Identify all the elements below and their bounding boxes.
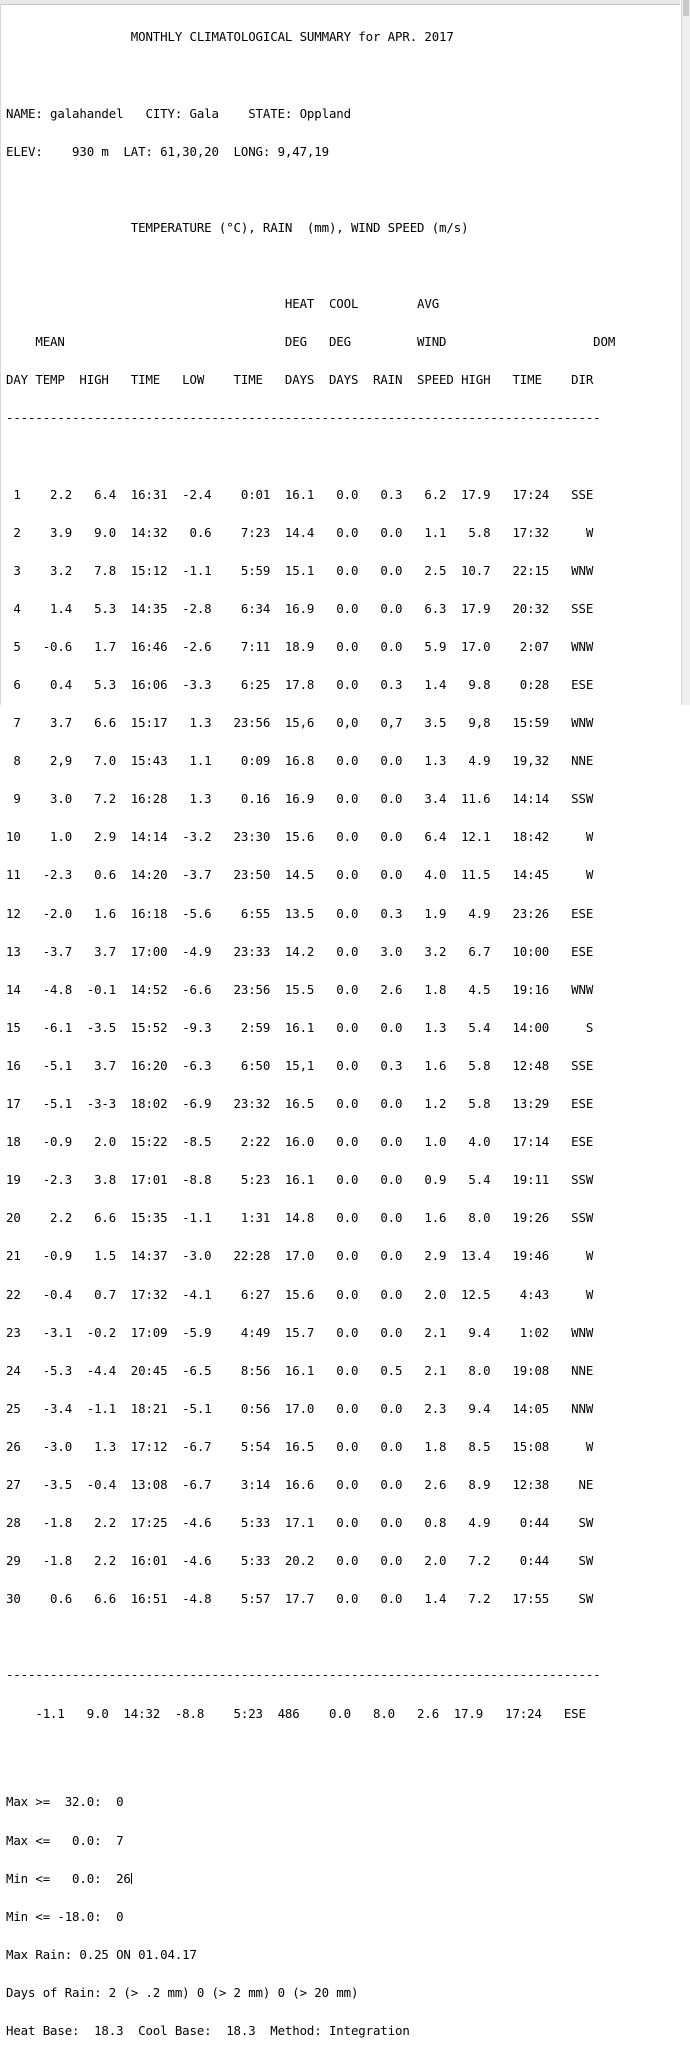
- table-row: 7 3.7 6.6 15:17 1.3 23:56 15,6 0,0 0,7 3.5 9,8 15:59 WNW: [6, 715, 594, 731]
- report-title: MONTHLY CLIMATOLOGICAL SUMMARY for APR. 2017: [6, 29, 454, 45]
- table-row: 30 0.6 6.6 16:51 -4.8 5:57 17.7 0.0 0.0 1.4 7.2 17:55 SW: [6, 1591, 594, 1607]
- blank-line: [6, 184, 615, 197]
- table-row: 22 -0.4 0.7 17:32 -4.1 6:27 15.6 0.0 0.0 2.0 12.5 4:43 W: [6, 1286, 594, 1302]
- summary-rule: ---------------------------------------------------------------------------------: [6, 1667, 601, 1683]
- table-row: 20 2.2 6.6 15:35 -1.1 1:31 14.8 0.0 0.0 1.6 8.0 19:26 SSW: [6, 1210, 594, 1226]
- table-row: 16 -5.1 3.7 16:20 -6.3 6:50 15,1 0.0 0.3 1.6 5.8 12:48 SSE: [6, 1057, 594, 1073]
- table-row: 18 -0.9 2.0 15:22 -8.5 2:22 16.0 0.0 0.0 1.0 4.0 17:14 ESE: [6, 1134, 594, 1150]
- units-line: TEMPERATURE (°C), RAIN (mm), WIND SPEED (m/s): [6, 219, 469, 235]
- stat-max-ge-32: Max >= 32.0: 0: [6, 1794, 124, 1810]
- table-row: 11 -2.3 0.6 14:20 -3.7 23:50 14.5 0.0 0.0 4.0 11.5 14:45 W: [6, 867, 594, 883]
- table-row: 26 -3.0 1.3 17:12 -6.7 5:54 16.5 0.0 0.0 1.8 8.5 15:08 W: [6, 1438, 594, 1454]
- totals-row: -1.1 9.0 14:32 -8.8 5:23 486 0.0 8.0 2.6 17.9 17:24 ESE: [6, 1705, 586, 1721]
- table-row: 27 -3.5 -0.4 13:08 -6.7 3:14 16.6 0.0 0.0 2.6 8.9 12:38 NE: [6, 1476, 594, 1492]
- table-row: 12 -2.0 1.6 16:18 -5.6 6:55 13.5 0.0 0.3 1.9 4.9 23:26 ESE: [6, 905, 594, 921]
- stat-max-rain: Max Rain: 0.25 ON 01.04.17: [6, 1946, 197, 1962]
- table-row: 21 -0.9 1.5 14:37 -3.0 22:28 17.0 0.0 0.0 2.9 13.4 19:46 W: [6, 1248, 594, 1264]
- table-row: 25 -3.4 -1.1 18:21 -5.1 0:56 17.0 0.0 0.0 2.3 9.4 14:05 NNW: [6, 1400, 594, 1416]
- table-row: 29 -1.8 2.2 16:01 -4.6 5:33 20.2 0.0 0.0 2.0 7.2 0:44 SW: [6, 1553, 594, 1569]
- stat-bases: Heat Base: 18.3 Cool Base: 18.3 Method: Integration: [6, 2023, 410, 2039]
- vertical-scrollbar[interactable]: [681, 0, 690, 705]
- table-row: 23 -3.1 -0.2 17:09 -5.9 4:49 15.7 0.0 0.0 2.1 9.4 1:02 WNW: [6, 1324, 594, 1340]
- table-row: 1 2.2 6.4 16:31 -2.4 0:01 16.1 0.0 0.3 6.2 17.9 17:24 SSE: [6, 486, 594, 502]
- stat-min-le-0-line: [6, 1870, 615, 1886]
- report-text-area[interactable]: [6, 6, 615, 2063]
- scrollbar-thumb[interactable]: [683, 0, 689, 16]
- table-row: 17 -5.1 -3-3 18:02 -6.9 23:32 16.5 0.0 0.0 1.2 5.8 13:29 ESE: [6, 1096, 594, 1112]
- column-header-2: MEAN DEG DEG WIND DOM: [6, 334, 616, 350]
- table-row: 28 -1.8 2.2 17:25 -4.6 5:33 17.1 0.0 0.0 0.8 4.9 0:44 SW: [6, 1515, 594, 1531]
- header-rule: ---------------------------------------------------------------------------------: [6, 410, 601, 426]
- table-row: 14 -4.8 -0.1 14:52 -6.6 23:56 15.5 0.0 2.6 1.8 4.5 19:16 WNW: [6, 981, 594, 997]
- text-cursor: [131, 1873, 132, 1884]
- table-row: 13 -3.7 3.7 17:00 -4.9 23:33 14.2 0.0 3.0 3.2 6.7 10:00 ESE: [6, 943, 594, 959]
- blank-line: [6, 260, 615, 273]
- column-header-1: HEAT COOL AVG: [6, 296, 440, 312]
- column-header-3: DAY TEMP HIGH TIME LOW TIME DAYS DAYS RAIN SPEED HIGH TIME DIR: [6, 372, 594, 388]
- table-row: 10 1.0 2.9 14:14 -3.2 23:30 15.6 0.0 0.0 6.4 12.1 18:42 W: [6, 829, 594, 845]
- stat-min-le-0: Min <= 0.0: 26: [6, 1870, 131, 1886]
- table-row: 3 3.2 7.8 15:12 -1.1 5:59 15.1 0.0 0.0 2.5 10.7 22:15 WNW: [6, 562, 594, 578]
- table-row: 9 3.0 7.2 16:28 1.3 0.16 16.9 0.0 0.0 3.4 11.6 14:14 SSW: [6, 791, 594, 807]
- blank-line: [6, 1746, 615, 1759]
- elevation-line: ELEV: 930 m LAT: 61,30,20 LONG: 9,47,19: [6, 143, 329, 159]
- table-row: 24 -5.3 -4.4 20:45 -6.5 8:56 16.1 0.0 0.5 2.1 8.0 19:08 NNE: [6, 1362, 594, 1378]
- stat-days-of-rain: Days of Rain: 2 (> .2 mm) 0 (> 2 mm) 0 (> 20 mm): [6, 1984, 359, 2000]
- daily-rows: [6, 463, 615, 1631]
- table-row: 2 3.9 9.0 14:32 0.6 7:23 14.4 0.0 0.0 1.1 5.8 17:32 W: [6, 524, 594, 540]
- table-row: 19 -2.3 3.8 17:01 -8.8 5:23 16.1 0.0 0.0 0.9 5.4 19:11 SSW: [6, 1172, 594, 1188]
- window-left-border: [0, 4, 1, 705]
- window-top-border: [0, 0, 680, 5]
- table-row: 8 2,9 7.0 15:43 1.1 0:09 16.8 0.0 0.0 1.3 4.9 19,32 NNE: [6, 753, 594, 769]
- stat-max-le-0: Max <= 0.0: 7: [6, 1832, 124, 1848]
- stat-min-le-m18: Min <= -18.0: 0: [6, 1908, 124, 1924]
- table-row: 5 -0.6 1.7 16:46 -2.6 7:11 18.9 0.0 0.0 5.9 17.0 2:07 WNW: [6, 638, 594, 654]
- table-row: 4 1.4 5.3 14:35 -2.8 6:34 16.9 0.0 0.0 6.3 17.9 20:32 SSE: [6, 600, 594, 616]
- table-row: 6 0.4 5.3 16:06 -3.3 6:25 17.8 0.0 0.3 1.4 9.8 0:28 ESE: [6, 677, 594, 693]
- location-line: NAME: galahandel CITY: Gala STATE: Oppland: [6, 105, 351, 121]
- table-row: 15 -6.1 -3.5 15:52 -9.3 2:59 16.1 0.0 0.0 1.3 5.4 14:00 S: [6, 1019, 594, 1035]
- blank-line: [6, 70, 615, 83]
